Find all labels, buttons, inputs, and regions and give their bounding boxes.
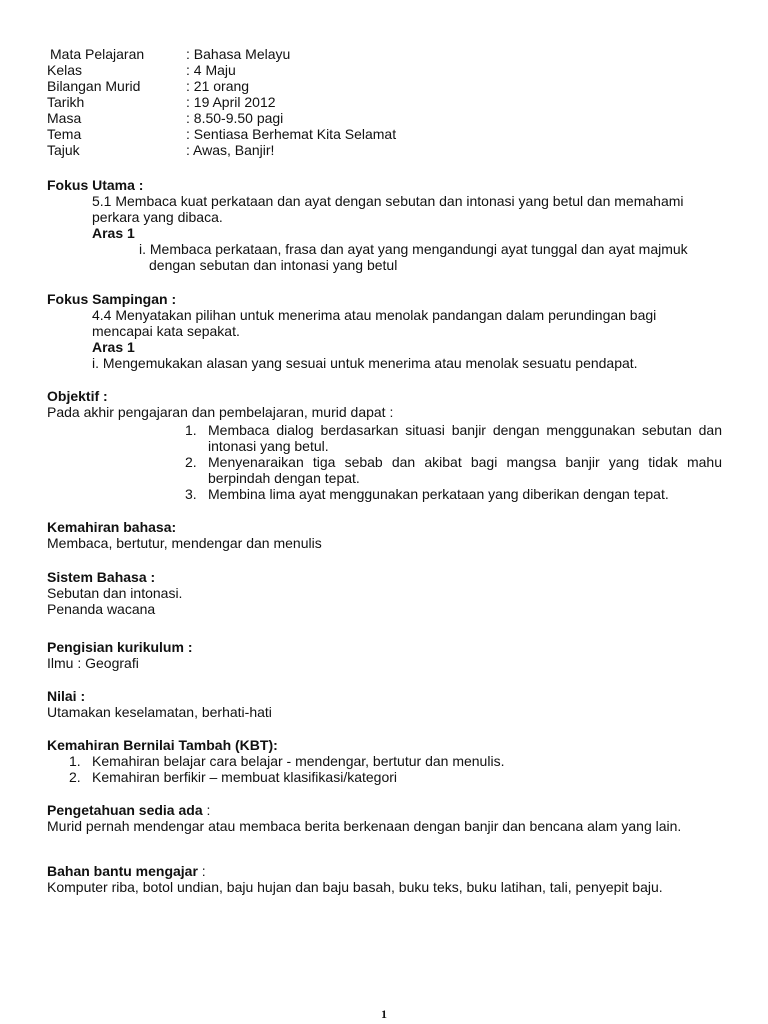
section-heading: Bahan bantu mengajar xyxy=(47,863,198,879)
list-text: Menyenaraikan tiga sebab dan akibat bagi mangsa banjir yang tidak mahu berpindah dengan tepat. xyxy=(208,454,722,486)
section-text: Ilmu : Geografi xyxy=(47,655,139,671)
heading-suffix: : xyxy=(202,802,211,818)
page-number: 1 xyxy=(381,1007,387,1021)
header-key: Tajuk xyxy=(47,142,80,158)
section-heading: Pengetahuan sedia ada xyxy=(47,802,203,818)
aras-label: Aras 1 xyxy=(92,339,135,355)
section-heading: Kemahiran Bernilai Tambah (KBT): xyxy=(47,737,278,753)
header-value: : 19 April 2012 xyxy=(186,94,276,110)
section-text: Sebutan dan intonasi. xyxy=(47,585,183,601)
list-item xyxy=(185,454,722,486)
pengetahuan-section xyxy=(47,802,727,834)
pengisian-kurikulum-section xyxy=(47,639,727,671)
list-number: 1. xyxy=(185,422,197,438)
fokus-sampingan-section xyxy=(47,291,727,371)
list-text: Kemahiran belajar cara belajar - mendengar, bertutur dan menulis. xyxy=(92,753,505,769)
list-text: Membaca dialog berdasarkan situasi banjir dengan menggunakan sebutan dan intonasi yang betul. xyxy=(208,422,722,454)
header-row xyxy=(47,110,396,126)
list-text: Membina lima ayat menggunakan perkataan yang diberikan dengan tepat. xyxy=(208,486,669,502)
header-value: : Sentiasa Berhemat Kita Selamat xyxy=(186,126,397,142)
section-heading: Fokus Sampingan : xyxy=(47,291,177,307)
header-key: Tema xyxy=(47,126,82,142)
header-row xyxy=(47,78,396,94)
kemahiran-bahasa-section xyxy=(47,519,727,551)
section-heading-line xyxy=(47,802,727,818)
sistem-bahasa-section xyxy=(47,569,727,617)
header-value: : 8.50-9.50 pagi xyxy=(186,110,284,126)
header-row xyxy=(47,142,396,158)
standard-text: 5.1 Membaca kuat perkataan dan ayat dengan sebutan dan intonasi yang betul dan memahami xyxy=(92,193,684,209)
section-heading: Kemahiran bahasa: xyxy=(47,519,177,535)
heading-suffix: : xyxy=(197,863,206,879)
objektif-intro: Pada akhir pengajaran dan pembelajaran, murid dapat : xyxy=(47,404,394,420)
header-row xyxy=(47,62,396,78)
list-item xyxy=(69,753,719,769)
header-key: Mata Pelajaran xyxy=(50,46,145,62)
list-item xyxy=(185,422,722,454)
header-key: Tarikh xyxy=(47,94,85,110)
section-text: Membaca, bertutur, mendengar dan menulis xyxy=(47,535,322,551)
header-value: : 21 orang xyxy=(186,78,250,94)
list-item xyxy=(69,769,719,785)
aras-item: i. Mengemukakan alasan yang sesuai untuk menerima atau menolak sesuatu pendapat. xyxy=(92,355,638,371)
list-number: 3. xyxy=(185,486,197,502)
objektif-section xyxy=(47,388,727,420)
standard-text: mencapai kata sepakat. xyxy=(92,323,240,339)
list-number: 2. xyxy=(185,454,197,470)
fokus-utama-section xyxy=(47,177,727,273)
section-heading: Sistem Bahasa : xyxy=(47,569,156,585)
lesson-header xyxy=(47,46,396,158)
section-heading-line xyxy=(47,863,727,879)
section-heading: Pengisian kurikulum : xyxy=(47,639,193,655)
header-value: : Bahasa Melayu xyxy=(186,46,291,62)
header-value: : Awas, Banjir! xyxy=(186,142,275,158)
section-text: Komputer riba, botol undian, baju hujan dan baju basah, buku teks, buku latihan, tali, penyepit baju. xyxy=(47,879,663,895)
nilai-section xyxy=(47,688,727,720)
section-text: Utamakan keselamatan, berhati-hati xyxy=(47,704,272,720)
header-row xyxy=(47,94,396,110)
header-value: : 4 Maju xyxy=(186,62,236,78)
header-row xyxy=(47,46,396,62)
list-text: Kemahiran berfikir – membuat klasifikasi/kategori xyxy=(92,769,398,785)
aras-item: dengan sebutan dan intonasi yang betul xyxy=(149,257,398,273)
bahan-section xyxy=(47,863,727,895)
header-key: Kelas xyxy=(47,62,83,78)
section-heading: Fokus Utama : xyxy=(47,177,144,193)
objektif-list xyxy=(185,422,722,502)
list-number: 1. xyxy=(69,753,81,769)
section-text: Penanda wacana xyxy=(47,601,156,617)
header-key: Masa xyxy=(47,110,82,126)
aras-item: i. Membaca perkataan, frasa dan ayat yang mengandungi ayat tunggal dan ayat majmuk xyxy=(139,241,688,257)
section-text: Murid pernah mendengar atau membaca berita berkenaan dengan banjir dan bencana alam yang lain. xyxy=(47,818,682,834)
section-heading: Objektif : xyxy=(47,388,108,404)
header-row xyxy=(47,126,396,142)
aras-label: Aras 1 xyxy=(92,225,135,241)
kbt-list xyxy=(69,753,719,785)
standard-text: perkara yang dibaca. xyxy=(92,209,223,225)
list-number: 2. xyxy=(69,769,81,785)
section-heading: Nilai : xyxy=(47,688,86,704)
standard-text: 4.4 Menyatakan pilihan untuk menerima atau menolak pandangan dalam perundingan bagi xyxy=(92,307,657,323)
header-key: Bilangan Murid xyxy=(47,78,141,94)
kbt-section xyxy=(47,737,727,753)
list-item xyxy=(185,486,722,502)
